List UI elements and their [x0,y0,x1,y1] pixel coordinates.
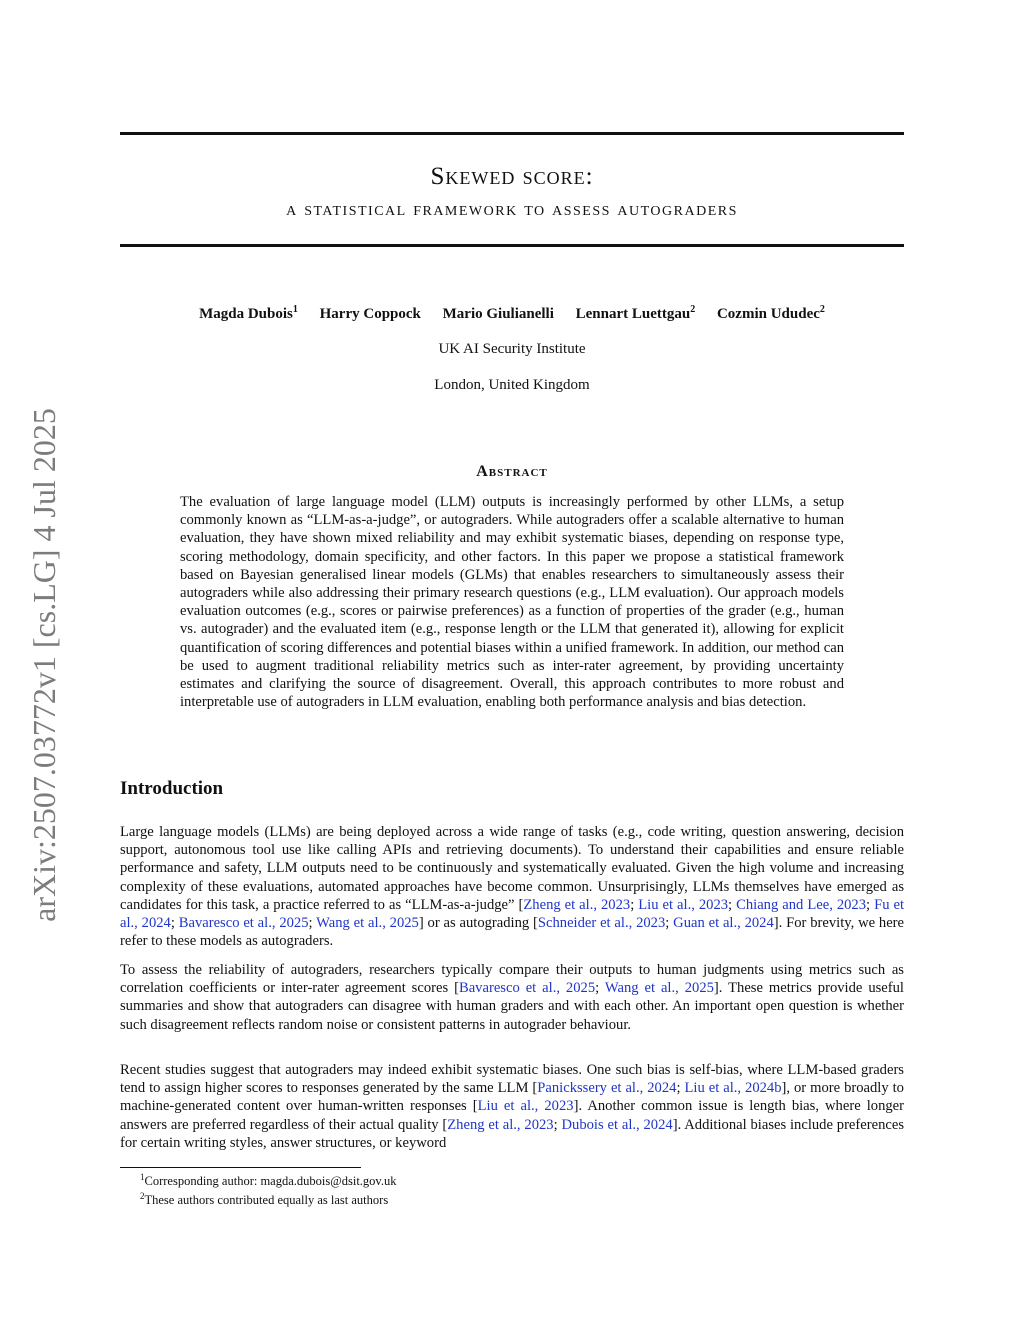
intro-paragraph-2: To assess the reliability of autograders, researchers typically compare their outputs to human judgments using metrics such as correlation coefficients or inter-rater agreement scores [Bavaresco et al., 2025; Wang et al., 2025]. These metrics provide useful summaries and show that autograders can disagree with human graders and with each other. An important open question is whether such disagreement reflects random noise or consistent patterns in autograder behaviour. [120,962,904,1033]
citation-link[interactable]: Liu et al., 2023 [477,1098,574,1115]
abstract-heading: Abstract [476,463,548,480]
section-heading-introduction: Introduction [120,778,224,799]
citation-link[interactable]: Wang et al., 2025 [316,915,419,932]
footnote: $^1$Corresponding author: magda.dubois@dsit.gov.uk [140,1172,397,1189]
citation-link[interactable]: Chiang and Lee, 2023 [736,896,867,913]
abstract-text: The evaluation of large language model (LLM) outputs is increasingly performed by other LLMs, a setup commonly known as “LLM-as-a-judge”, or autograders. While autograders offer a scalable alternative to human evaluation, they have shown mixed reliability and may exhibit systematic biases, depending on response type, scoring methodology, domain specificity, and other factors. In this paper we propose a statistical framework based on Bayesian generalised linear models (GLMs) that enables researchers to simultaneously assess their autograders while also addressing their primary research questions (e.g., LLM evaluation). Our approach models evaluation outcomes (e.g., scores or pairwise preferences) as a function of properties of the grader (e.g., human vs. autograder) and the evaluated item (e.g., response length or the LLM that generated it), allowing for explicit quantification of scoring differences and potential biases within a unified framework. In addition, our method can be used to augment traditional reliability metrics such as inter-rater agreement, by providing uncertainty estimates and clarifying the source of disagreement. Overall, this approach contributes to more robust and interpretable use of autograders in LLM evaluation, enabling both performance analysis and bias detection. [180,494,844,711]
arxiv-identifier: arXiv:2507.03772v1 [cs.LG] 4 Jul 2025 [26,408,62,922]
footnote: $^2$These authors contributed equally as last authors [140,1191,389,1208]
title-rule-bottom [120,244,904,247]
footnote-rule [120,1167,361,1168]
citation-link[interactable]: Bavaresco et al., 2025 [458,980,596,997]
paper-title-line1: Skewed score: [430,163,594,190]
author: Lennart Luettgau$^2$ [575,304,696,322]
citation-link[interactable]: Panickssery et al., 2024 [537,1080,677,1097]
intro-paragraph-1: Large language models (LLMs) are being deployed across a wide range of tasks (e.g., code writing, question answering, decision support, autonomous tool use like calling APIs and retrieving documents). To understand their capabilities and ensure reliable performance and safety, LLM outputs need to be continuously and systematically evaluated. Given the high volume and increasing complexity of these evaluations, automated approaches have become common. Unsurprisingly, LLMs themselves have emerged as candidates for this task, a practice referred to as “LLM-as-a-judge” [Zheng et al., 2023; Liu et al., 2023; Chiang and Lee, 2023; Fu et al., 2024; Bavaresco et al., 2025; Wang et al., 2025] or as autograding [Schneider et al., 2023; Guan et al., 2024]. For brevity, we here refer to these models as autograders. [120,824,905,950]
paper-title-line2: a statistical framework to assess autograders [286,198,738,220]
citation-link[interactable]: Liu et al., 2023 [638,896,729,913]
affiliation: UK AI Security Institute [438,341,586,357]
citation-link[interactable]: Liu et al., 2024b [684,1080,782,1097]
citation-link[interactable]: Guan et al., 2024 [673,915,774,932]
author: Magda Dubois$^1$ [199,304,298,322]
citation-link[interactable]: Dubois et al., 2024 [561,1116,673,1133]
citation-link[interactable]: Zheng et al., 2023 [447,1116,554,1133]
author-list [120,304,904,323]
author: Harry Coppock [319,306,421,322]
intro-paragraph-3: Recent studies suggest that autograders may indeed exhibit systematic biases. One such bias is self-bias, where LLM-based graders tend to assign higher scores to responses generated by the same LLM [Panickssery et al., 2024; Liu et al., 2024b], or more broadly to machine-generated content over human-written responses [Liu et al., 2023]. Another common issue is length bias, where longer answers are preferred regardless of their actual quality [Zheng et al., 2023; Dubois et al., 2024]. Additional biases include preferences for certain writing styles, answer structures, or keyword [120,1062,905,1151]
citation-link[interactable]: Bavaresco et al., 2025 [178,915,309,932]
citation-link[interactable]: Wang et al., 2025 [604,980,714,997]
citation-link[interactable]: Schneider et al., 2023 [537,915,666,932]
location: London, United Kingdom [434,377,590,393]
title-rule-top [120,132,904,135]
author: Cozmin Ududec$^2$ [716,304,825,322]
citation-link[interactable]: Fu et al., 2024 [120,896,905,932]
citation-link[interactable]: Zheng et al., 2023 [523,896,631,913]
author: Mario Giulianelli [442,306,554,322]
